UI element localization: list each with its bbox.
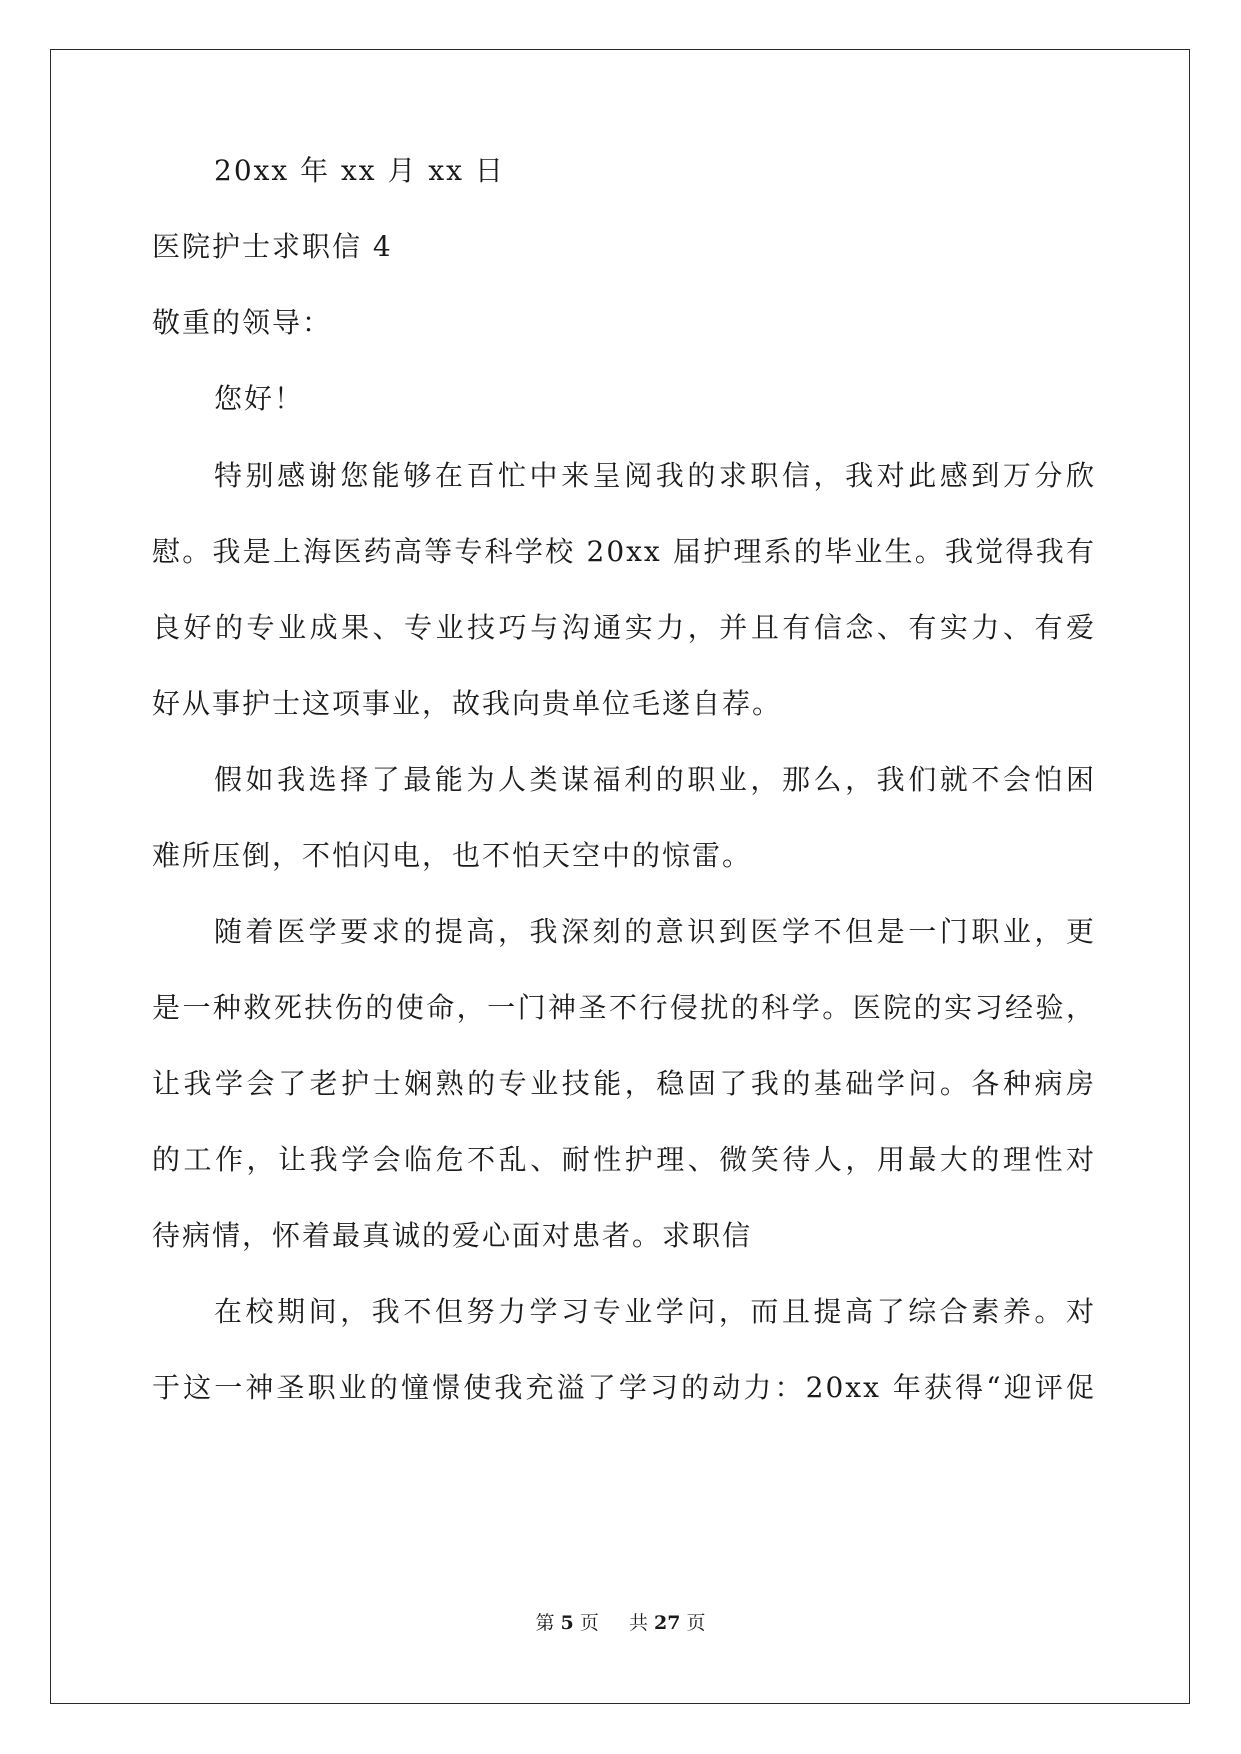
paragraph-3-line-3: 让我学会了老护士娴熟的专业技能，稳固了我的基础学问。各种病房 [152,1067,1096,1100]
paragraph-3-line-2: 是一种救死扶伤的使命，一门神圣不行侵扰的科学。医院的实习经验， [152,991,1096,1024]
paragraph-3-line-5: 待病情，怀着最真诚的爱心面对患者。求职信 [152,1219,753,1252]
paragraph-4-line-1: 在校期间，我不但努力学习专业学问，而且提高了综合素养。对 [214,1295,1096,1328]
paragraph-1-line-2: 慰。我是上海医药高等专科学校 20xx 届护理系的毕业生。我觉得我有 [152,535,1096,568]
greeting: 您好！ [214,382,305,415]
paragraph-2-line-1: 假如我选择了最能为人类谋福利的职业，那么，我们就不会怕困 [214,763,1096,796]
paragraph-3-line-1: 随着医学要求的提高，我深刻的意识到医学不但是一门职业，更 [214,915,1096,948]
date-line: 20xx 年 xx 月 xx 日 [214,154,505,187]
paragraph-1-line-1: 特别感谢您能够在百忙中来呈阅我的求职信，我对此感到万分欣 [214,459,1096,492]
document-heading: 医院护士求职信 4 [152,230,393,263]
footer-current-page: 5 [560,1612,574,1634]
footer-total-prefix: 共 [628,1612,648,1634]
page-footer [0,1608,1241,1635]
salutation: 敬重的领导： [152,306,333,339]
paragraph-3-line-4: 的工作，让我学会临危不乱、耐性护理、微笑待人，用最大的理性对 [152,1143,1096,1176]
paragraph-2-line-2: 难所压倒，不怕闪电，也不怕天空中的惊雷。 [152,839,753,872]
footer-prefix: 第 [535,1612,555,1634]
footer-total-pages: 27 [654,1612,681,1634]
page-border [50,49,1190,1704]
footer-page-unit: 页 [579,1612,599,1634]
paragraph-1-line-4: 好从事护士这项事业，故我向贵单位毛遂自荐。 [152,687,783,720]
paragraph-1-line-3: 良好的专业成果、专业技巧与沟通实力，并且有信念、有实力、有爱 [152,611,1096,644]
footer-total-unit: 页 [686,1612,706,1634]
paragraph-4-line-2: 于这一神圣职业的憧憬使我充溢了学习的动力：20xx 年获得“迎评促 [152,1371,1096,1404]
